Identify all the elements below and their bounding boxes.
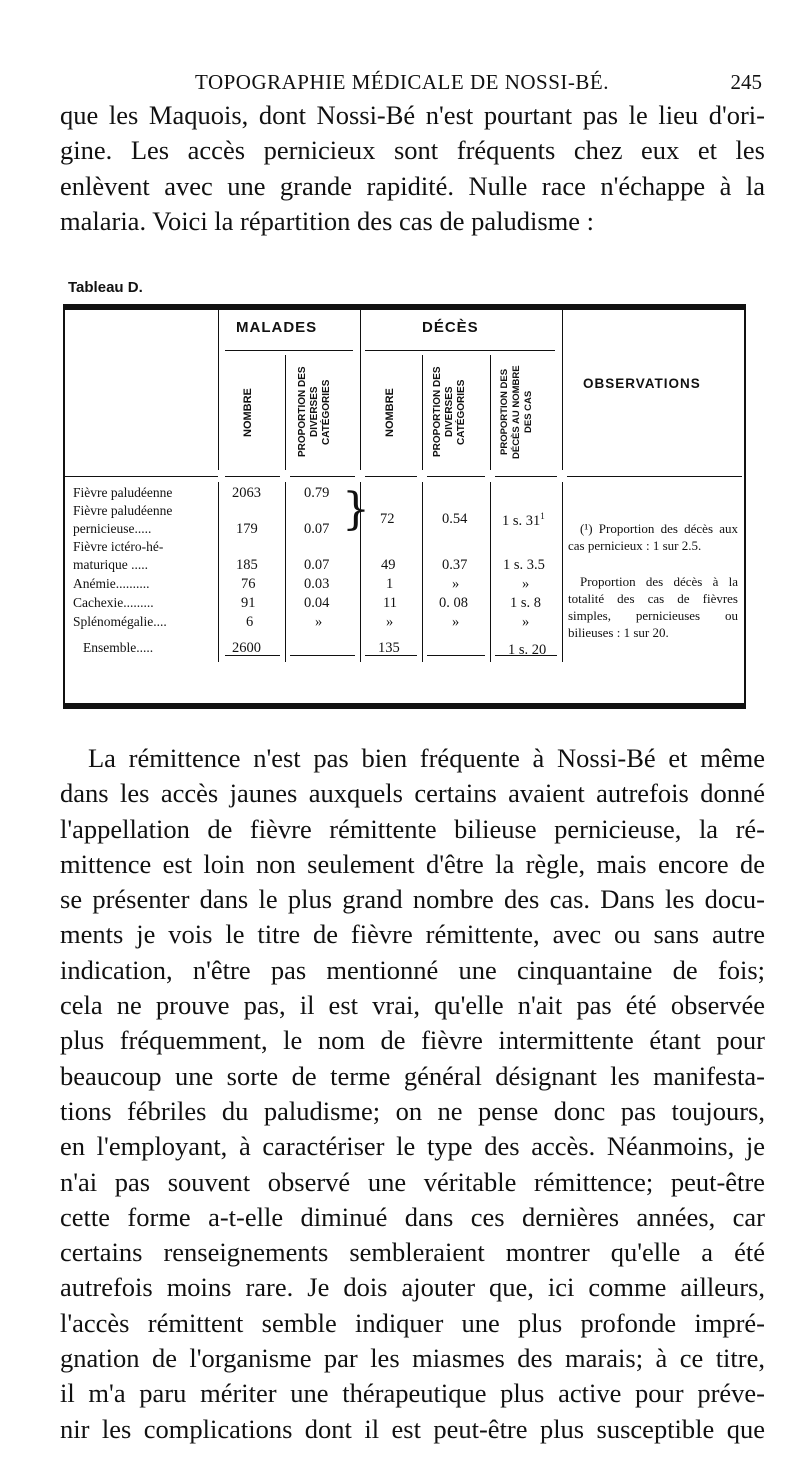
col-header-deces-nombre: NOMBRE xyxy=(384,388,396,437)
brace: } xyxy=(342,484,370,535)
cell-deces-nombre: 1 xyxy=(386,576,394,592)
cell-deces-ratio: 1 s. 8 xyxy=(510,595,542,611)
cell-deces-nombre: » xyxy=(386,614,394,630)
cell-malades-nombre: 6 xyxy=(246,614,254,630)
row-label: Fièvre paludéenne xyxy=(73,503,173,518)
text-line: n'ai pas souvent observé une véritable rémittence; peut-être xyxy=(60,1166,765,1197)
text-line: indication, n'être pas mentionné une cinquantaine de fois; xyxy=(60,954,765,985)
cell-malades-prop: 0.03 xyxy=(304,576,330,592)
text-line: l'accès rémittent semble indiquer une plus profonde impré- xyxy=(60,1307,765,1338)
merged-deces-nombre: 72 xyxy=(380,511,395,527)
cell-malades-nombre: 185 xyxy=(236,557,258,573)
cell-deces-prop: » xyxy=(452,614,460,630)
cell-malades-nombre: 179 xyxy=(236,521,258,537)
row-label: Splénomégalie.... xyxy=(73,614,167,629)
cell-malades-nombre: 76 xyxy=(241,576,256,592)
text-line: nir les complications dont il est peut-être plus susceptible que xyxy=(60,1413,765,1444)
text-line: ments je vois le titre de fièvre rémittente, avec ou sans autre xyxy=(60,919,765,950)
cell-deces-ratio: » xyxy=(522,576,530,592)
cell-malades-nombre: 2063 xyxy=(232,485,261,501)
body-paragraph xyxy=(60,741,765,1447)
total-deces-nombre: 135 xyxy=(378,640,400,656)
total-deces-ratio: 1 s. 20 xyxy=(508,642,547,658)
text-line: plus fréquemment, le nom de fièvre intermittente étant pour xyxy=(60,1025,765,1056)
col-header-deces-ratio: PROPORTION DES DÉCÈS AU NOMBRE DES CAS xyxy=(499,365,534,459)
text-line: cela ne prouve pas, il est vrai, qu'elle n'ait pas été observée xyxy=(60,990,765,1021)
cell-malades-prop: » xyxy=(315,614,323,630)
text-line: tions fébriles du paludisme; on ne pense donc pas toujours, xyxy=(60,1095,765,1126)
row-label: Fièvre ictéro-hé- xyxy=(73,539,164,554)
observation-note: Proportion des décès à la totalité des cas de fièvres simples, pernicieuses ou bilieuses : 1 sur 20. xyxy=(568,574,738,640)
cell-deces-nombre: 11 xyxy=(383,595,397,611)
text-line: il m'a paru mériter une thérapeutique plus active pour préve- xyxy=(60,1378,765,1409)
data-table xyxy=(63,304,746,709)
cell-deces-ratio: » xyxy=(522,614,530,630)
col-header-deces-proportion: PROPORTION DES DIVERSES CATÉGORIES xyxy=(432,366,467,458)
row-label: Fièvre paludéenne xyxy=(73,485,173,500)
text-line: mittence est loin non seulement d'être la règle, mais encore de xyxy=(60,848,765,879)
cell-deces-prop: 0. 08 xyxy=(439,595,468,611)
text-line: gnation de l'organisme par les miasmes des marais; à ce titre, xyxy=(60,1343,765,1374)
cell-malades-prop: 0.07 xyxy=(304,521,330,537)
text-line: cette forme a-t-elle diminué dans ces dernières années, car xyxy=(60,1201,765,1232)
intro-paragraph xyxy=(60,98,765,239)
cell-malades-nombre: 91 xyxy=(241,595,256,611)
text-line: beaucoup une sorte de terme général désignant les manifesta- xyxy=(60,1060,765,1091)
cell-deces-nombre: 49 xyxy=(381,557,396,573)
group-header-observations: OBSERVATIONS xyxy=(583,376,701,391)
running-title: TOPOGRAPHIE MÉDICALE DE NOSSI-BÉ. xyxy=(195,70,609,94)
cell-malades-prop: 0.07 xyxy=(304,557,330,573)
total-label: Ensemble..... xyxy=(83,640,154,655)
merged-deces-prop: 0.54 xyxy=(442,511,468,527)
row-label: Anémie.......... xyxy=(73,576,150,591)
cell-malades-prop: 0.04 xyxy=(304,595,330,611)
text-line: malaria. Voici la répartition des cas de paludisme : xyxy=(60,205,595,236)
col-header-malades-nombre: NOMBRE xyxy=(242,388,254,437)
observation-note: (¹) Proportion des décès aux cas pernicieux : 1 sur 2.5. xyxy=(568,521,738,553)
running-head xyxy=(0,70,800,100)
cell-deces-ratio: 1 s. 3.5 xyxy=(503,557,545,573)
cell-deces-prop: » xyxy=(452,576,460,592)
page-number: 245 xyxy=(730,70,762,94)
text-line: se présenter dans le plus grand nombre des cas. Dans les docu- xyxy=(60,884,765,915)
row-label: pernicieuse..... xyxy=(73,521,152,536)
row-label: Cachexie......... xyxy=(73,595,154,610)
col-header-malades-proportion: PROPORTION DES DIVERSES CATÉGORIES xyxy=(297,366,332,458)
text-line: gine. Les accès pernicieux sont fréquents chez eux et les xyxy=(60,135,765,166)
group-header-deces: DÉCÈS xyxy=(422,319,479,336)
text-line: que les Maquois, dont Nossi-Bé n'est pourtant pas le lieu d'ori- xyxy=(60,100,765,130)
text-line: enlèvent avec une grande rapidité. Nulle race n'échappe à la xyxy=(60,170,765,201)
text-line: en l'employant, à caractériser le type des accès. Néanmoins, je xyxy=(60,1131,765,1162)
table-label: Tableau D. xyxy=(68,279,143,296)
total-malades-nombre: 2600 xyxy=(232,640,261,656)
text-line: certains renseignements sembleraient montrer qu'elle a été xyxy=(60,1237,765,1268)
text-line: La rémittence n'est pas bien fréquente à Nossi-Bé et même xyxy=(88,743,765,773)
text-line: autrefois moins rare. Je dois ajouter que, ici comme ailleurs, xyxy=(60,1272,765,1303)
cell-malades-prop: 0.79 xyxy=(304,485,330,501)
text-line: l'appellation de fièvre rémittente bilieuse pernicieuse, la ré- xyxy=(60,813,765,844)
merged-deces-ratio: 1 s. $31^1$ xyxy=(502,511,545,529)
cell-deces-prop: 0.37 xyxy=(442,557,468,573)
text-line: dans les accès jaunes auxquels certains avaient autrefois donné xyxy=(60,778,765,809)
row-label: maturique ..... xyxy=(73,557,148,572)
group-header-malades: MALADES xyxy=(236,319,318,336)
